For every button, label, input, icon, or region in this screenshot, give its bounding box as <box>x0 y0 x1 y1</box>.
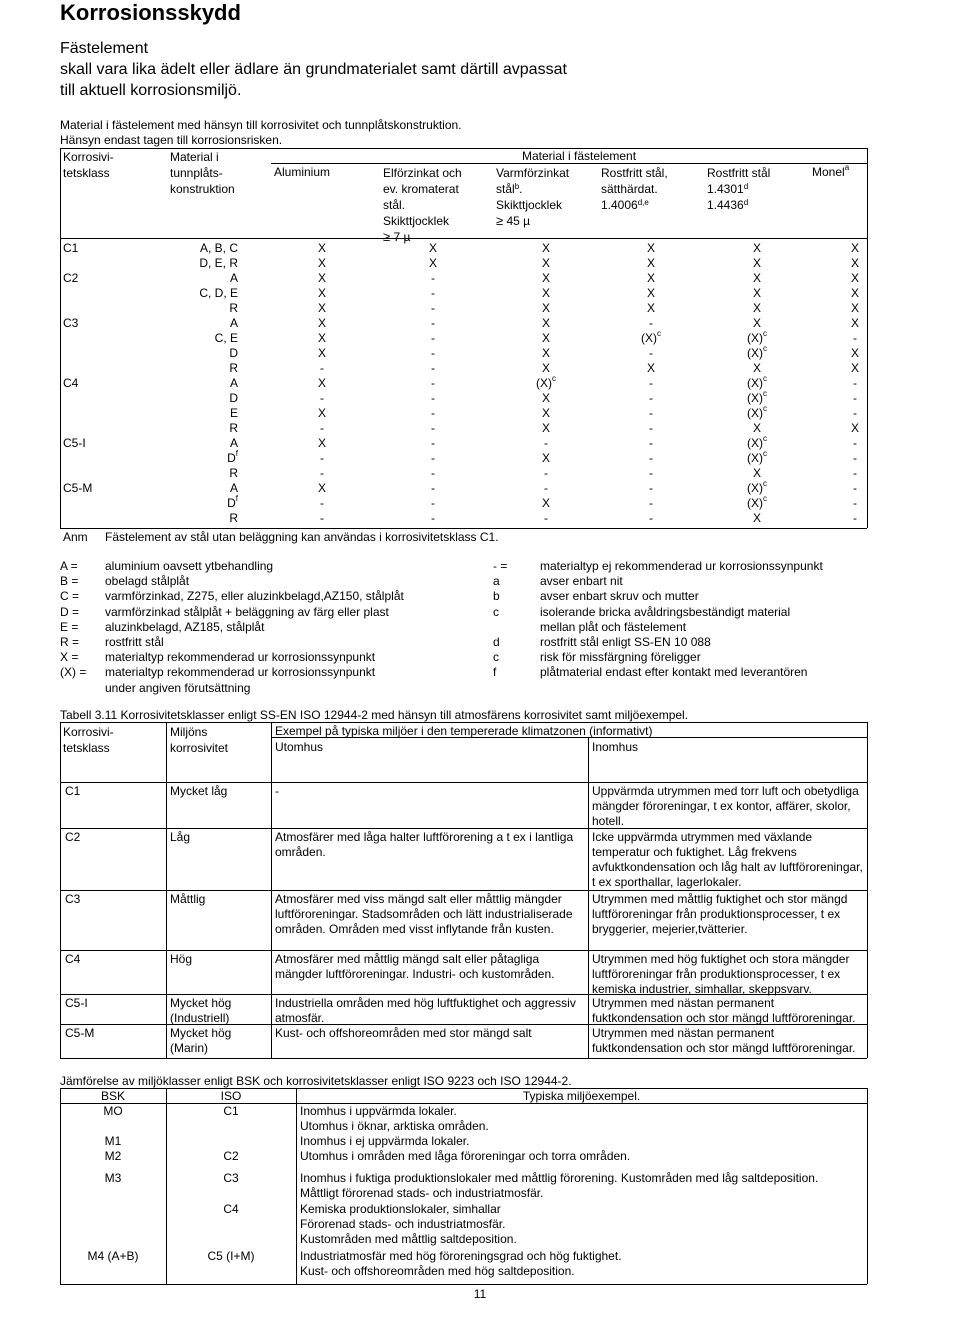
cell-value: X <box>317 286 326 300</box>
legend-value: plåtmaterial endast efter kontakt med leverantören <box>540 665 808 680</box>
cell-value: - <box>320 361 324 375</box>
cell-value: X <box>850 421 859 435</box>
cell-value: X <box>541 271 550 285</box>
cell-value: - <box>431 286 435 300</box>
footnote-mark: c <box>763 479 767 488</box>
env-cell: Hög <box>170 952 193 966</box>
cell-value: - <box>649 511 653 525</box>
legend-key: A = <box>60 559 78 573</box>
header-rostfritt-satthardat: Rostfritt stål, sätthärdat. 1.4006$^{d,e}$ <box>601 166 668 212</box>
cell-value: X <box>541 346 550 360</box>
cell-value: X <box>317 271 326 285</box>
footnote-mark: c <box>657 329 661 338</box>
footnote-mark: f <box>235 494 238 503</box>
cell-value: - <box>853 511 857 525</box>
env-cell: Mycket hög (Marin) <box>170 1026 232 1055</box>
cell-value: X <box>850 361 859 375</box>
cell-value: - <box>649 406 653 420</box>
legend-value: materialtyp rekommenderad ur korrosionssynpunkt <box>105 665 376 680</box>
cell-value: - <box>649 481 653 495</box>
cell-value: - <box>853 436 857 450</box>
cell-value: X <box>317 241 326 255</box>
material-code: R <box>229 466 238 480</box>
cell-value: X <box>317 376 326 390</box>
iso-cell: C5 (I+M) <box>207 1249 255 1263</box>
cell-value: (X) <box>641 331 657 345</box>
footnote-mark: c <box>763 329 767 338</box>
class-cell: C5-M <box>65 1026 95 1040</box>
t2-header-class: Korrosivi- tetsklass <box>63 725 114 755</box>
cell-value: X <box>317 301 326 315</box>
cell-value: - <box>853 481 857 495</box>
t2-header-examples: Exempel på typiska miljöer i den tempererade klimatzonen (informativt) <box>275 724 653 738</box>
cell-value: X <box>752 271 761 285</box>
material-code: R <box>229 361 238 375</box>
cell-value: - <box>320 451 324 465</box>
iso-cell: C2 <box>223 1149 239 1163</box>
bsk-cell: M4 (A+B) <box>87 1249 139 1263</box>
intro-line: Hänsyn endast tagen till korrosionsrisken. <box>60 133 283 147</box>
class-cell: C1 <box>65 784 81 798</box>
material-code: D <box>229 391 238 405</box>
cell-value: - <box>431 496 435 510</box>
bsk-cell: M2 <box>104 1149 122 1163</box>
example-line: Förorenad stads- och industriatmosfär. <box>300 1217 506 1231</box>
cell-value: X <box>850 241 859 255</box>
env-cell: Mycket hög (Industriell) <box>170 996 232 1025</box>
cell-value: - <box>431 511 435 525</box>
legend-value: obelagd stålplåt <box>105 574 190 589</box>
cell-value: - <box>853 376 857 390</box>
t2-header-indoor: Inomhus <box>592 740 639 754</box>
cell-value: (X) <box>747 481 763 495</box>
cell-value: (X) <box>536 376 552 390</box>
footnote-mark: c <box>763 404 767 413</box>
header-elforzinkat: Elförzinkat och ev. kromaterat stål. Skikttjocklek ≥ 7 µ <box>383 166 462 244</box>
cell-value: X <box>541 391 550 405</box>
outdoor-cell: Atmosfärer med låga halter luftförorening a t ex i lantliga områden. <box>275 830 574 859</box>
footnote-mark: c <box>763 374 767 383</box>
material-code: C, E <box>214 331 238 345</box>
legend-value: rostfritt stål <box>105 635 164 649</box>
cell-value: - <box>431 406 435 420</box>
subtitle-line: Fästelement <box>60 40 149 57</box>
cell-value: - <box>320 391 324 405</box>
cell-value: X <box>317 436 326 450</box>
material-code: R <box>229 301 238 315</box>
indoor-cell: Utrymmen med hög fuktighet och stora mängder luftföroreningar från produktionsprocesser, t ex kemiska industrier, simhallar, skeppsvarv. <box>592 952 850 996</box>
header-rostfritt-stal: Rostfritt stål 1.4301$^d$ 1.4436$^d$ <box>707 166 771 212</box>
outdoor-cell: Industriella områden med hög luftfuktighet och aggressiv atmosfär. <box>275 996 576 1025</box>
legend-value: avser enbart nit <box>540 574 623 589</box>
anm-label: Anm <box>63 530 88 544</box>
class-label: C4 <box>63 376 79 390</box>
class-label: C3 <box>63 316 79 330</box>
t3-header-bsk: BSK <box>100 1089 125 1103</box>
outdoor-cell: - <box>275 784 279 798</box>
page-title: Korrosionsskydd <box>60 0 241 25</box>
cell-value: X <box>541 286 550 300</box>
cell-value: X <box>317 406 326 420</box>
cell-value: - <box>431 331 435 345</box>
cell-value: - <box>853 466 857 480</box>
cell-value: - <box>431 466 435 480</box>
legend-key: D = <box>60 604 80 619</box>
outdoor-cell: Atmosfärer med måttlig mängd salt eller påtagliga mängder luftföroreningar. Industri- och kustområden. <box>275 952 555 981</box>
cell-value: - <box>649 466 653 480</box>
cell-value: X <box>541 316 550 330</box>
header-aluminium: Aluminium <box>274 165 331 179</box>
cell-value: - <box>431 421 435 435</box>
t2-header-outdoor: Utomhus <box>275 740 324 754</box>
legend-key: E = <box>60 619 79 634</box>
cell-value: X <box>752 241 761 255</box>
footnote-mark: c <box>763 344 767 353</box>
legend-value: materialtyp rekommenderad ur korrosionssynpunkt <box>105 650 376 665</box>
legend-key: c <box>493 604 499 619</box>
class-label: C5-M <box>63 481 93 495</box>
legend-key: - = <box>493 559 508 573</box>
t3-header-iso: ISO <box>220 1089 242 1103</box>
cell-value: X <box>752 286 761 300</box>
example-line: Kust- och offshoreområden med hög saltdeposition. <box>300 1264 575 1278</box>
material-code: A <box>229 271 238 285</box>
header-varmforzinkat: Varmförzinkat stål$^b$. Skikttjocklek ≥ 45 µ <box>496 166 570 228</box>
example-line: Industriatmosfär med hög föroreningsgrad och hög fuktighet. <box>300 1249 622 1263</box>
cell-value: - <box>431 436 435 450</box>
cell-value: - <box>853 451 857 465</box>
example-line: Utomhus i öknar, arktiska områden. <box>300 1119 489 1133</box>
example-line: Inomhus i uppvärmda lokaler. <box>300 1104 457 1118</box>
example-line: Måttligt förorenad stads- och industriatmosfär. <box>300 1186 544 1200</box>
cell-value: - <box>649 346 653 360</box>
bsk-cell: MO <box>103 1104 123 1118</box>
cell-value: X <box>646 271 655 285</box>
table-caption: Tabell 3.11 Korrosivitetsklasser enligt SS-EN ISO 12944-2 med hänsyn till atmosfärens korrosivitet samt miljöexempel. <box>60 708 689 722</box>
legend-key: (X) = <box>60 665 87 680</box>
cell-value: - <box>649 376 653 390</box>
material-code: C, D, E <box>199 286 238 300</box>
legend-key: B = <box>60 574 79 589</box>
footnote-mark: c <box>763 449 767 458</box>
indoor-cell: Utrymmen med nästan permanent fuktkondensation och stor mängd luftföroreningar. <box>592 996 856 1025</box>
cell-value: X <box>317 481 326 495</box>
material-code: R <box>229 511 238 525</box>
cell-value: - <box>853 331 857 345</box>
intro-line: Material i fästelement med hänsyn till korrosivitet och tunnplåtskonstruktion. <box>60 118 462 132</box>
cell-value: X <box>850 286 859 300</box>
cell-value: X <box>317 346 326 360</box>
env-cell: Måttlig <box>170 892 206 906</box>
class-label: C2 <box>63 271 79 285</box>
class-cell: C3 <box>65 892 81 906</box>
cell-value: X <box>541 331 550 345</box>
cell-value: (X) <box>747 376 763 390</box>
legend-value: rostfritt stål enligt SS-EN 10 088 <box>540 635 711 649</box>
cell-value: - <box>431 346 435 360</box>
cell-value: X <box>646 241 655 255</box>
t2-header-env: Miljöns korrosivitet <box>170 725 229 755</box>
legend-value: materialtyp ej rekommenderad ur korrosionssynpunkt <box>540 559 823 573</box>
cell-value: X <box>850 346 859 360</box>
legend-key: d <box>493 635 500 649</box>
cell-value: X <box>541 256 550 270</box>
cell-value: - <box>431 271 435 285</box>
cell-value: X <box>541 496 550 510</box>
cell-value: (X) <box>747 346 763 360</box>
material-code: D <box>227 451 236 465</box>
cell-value: - <box>649 316 653 330</box>
cell-value: X <box>541 421 550 435</box>
cell-value: X <box>428 256 437 270</box>
header-monel: Monel$^a$ <box>812 163 850 179</box>
material-code: A <box>229 316 238 330</box>
footnote-mark: f <box>235 449 238 458</box>
cell-value: X <box>646 256 655 270</box>
indoor-cell: Utrymmen med måttlig fuktighet och stor mängd luftföroreningar från produktionsprocesser, t ex bryggerier, mejerier,tvätterier. <box>592 892 848 936</box>
cell-value: - <box>649 391 653 405</box>
cell-value: - <box>544 511 548 525</box>
iso-cell: C1 <box>223 1104 239 1118</box>
cell-value: - <box>431 361 435 375</box>
subtitle-line: till aktuell korrosionsmiljö. <box>60 82 242 99</box>
class-label: C5-I <box>63 436 86 450</box>
material-code: R <box>229 421 238 435</box>
cell-value: X <box>541 361 550 375</box>
cell-value: X <box>850 271 859 285</box>
legend-key: b <box>493 589 500 604</box>
material-code: A <box>229 481 238 495</box>
legend-value: isolerande bricka avåldringsbeständigt material <box>540 604 791 619</box>
material-code: E <box>229 406 238 420</box>
comparison-caption: Jämförelse av miljöklasser enligt BSK och korrosivitetsklasser enligt ISO 9223 och ISO 12944-2. <box>60 1074 572 1088</box>
cell-value: - <box>431 376 435 390</box>
cell-value: - <box>320 466 324 480</box>
cell-value: (X) <box>747 391 763 405</box>
class-label: C1 <box>63 241 79 255</box>
legend-value: avser enbart skruv och mutter <box>540 589 699 604</box>
env-cell: Mycket låg <box>170 784 228 798</box>
legend-value: varmförzinkad stålplåt + beläggning av färg eller plast <box>105 604 389 619</box>
legend-value: mellan plåt och fästelement <box>540 619 687 634</box>
cell-value: X <box>752 301 761 315</box>
cell-value: - <box>544 466 548 480</box>
legend-value: under angiven förutsättning <box>105 680 251 695</box>
legend-key: R = <box>60 635 80 649</box>
cell-value: - <box>544 436 548 450</box>
bsk-cell: M3 <box>104 1171 122 1185</box>
cell-value: X <box>646 361 655 375</box>
cell-value: X <box>317 331 326 345</box>
indoor-cell: Utrymmen med nästan permanent fuktkondensation och stor mängd luftföroreningar. <box>592 1026 856 1055</box>
cell-value: - <box>853 406 857 420</box>
cell-value: X <box>850 256 859 270</box>
legend-key: X = <box>60 650 79 665</box>
class-cell: C5-I <box>65 996 88 1010</box>
cell-value: (X) <box>747 331 763 345</box>
cell-value: - <box>431 481 435 495</box>
example-line: Inomhus i ej uppvärmda lokaler. <box>300 1134 470 1148</box>
example-line: Kemiska produktionslokaler, simhallar <box>300 1202 501 1216</box>
class-cell: C4 <box>65 952 81 966</box>
material-code: A <box>229 376 238 390</box>
cell-value: - <box>649 496 653 510</box>
example-line: Utomhus i områden med låga föroreningar och torra områden. <box>300 1149 631 1163</box>
cell-value: - <box>320 511 324 525</box>
material-code: D <box>229 346 238 360</box>
cell-value: (X) <box>747 496 763 510</box>
header-material-fastelement: Material i fästelement <box>522 149 637 163</box>
footnote-mark: c <box>763 389 767 398</box>
cell-value: - <box>431 451 435 465</box>
cell-value: - <box>431 301 435 315</box>
footnote-mark: c <box>763 434 767 443</box>
indoor-cell: Uppvärmda utrymmen med torr luft och obetydliga mängder föroreningar, t ex kontor, affärer, skolor, hotell. <box>592 784 859 828</box>
cell-value: - <box>853 391 857 405</box>
t3-header-examples: Typiska miljöexempel. <box>522 1089 641 1103</box>
example-line: Kustområden med måttlig saltdeposition. <box>300 1232 517 1246</box>
cell-value: X <box>752 361 761 375</box>
cell-value: X <box>541 406 550 420</box>
legend-value: risk för missfärgning föreligger <box>540 650 701 665</box>
env-cell: Låg <box>170 830 191 844</box>
material-code: A, B, C <box>199 241 238 255</box>
cell-value: (X) <box>747 406 763 420</box>
legend-value: varmförzinkad, Z275, eller aluzinkbelagd,AZ150, stålplåt <box>105 589 404 604</box>
cell-value: X <box>752 511 761 525</box>
cell-value: X <box>752 421 761 435</box>
cell-value: - <box>431 316 435 330</box>
footnote-mark: c <box>552 374 556 383</box>
cell-value: - <box>320 496 324 510</box>
material-code: A <box>229 436 238 450</box>
page-number: 11 <box>473 1287 487 1301</box>
header-korrosivitetsklass: Korrosivi- tetsklass <box>63 150 114 180</box>
header-material-tunnplat: Material i tunnplåts- konstruktion <box>170 150 235 196</box>
legend-value: aluzinkbelagd, AZ185, stålplåt <box>105 619 265 634</box>
bsk-cell: M1 <box>104 1134 122 1148</box>
cell-value: X <box>541 451 550 465</box>
legend-key: f <box>493 665 497 680</box>
outdoor-cell: Kust- och offshoreområden med stor mängd salt <box>275 1026 532 1040</box>
cell-value: X <box>317 256 326 270</box>
cell-value: X <box>428 241 437 255</box>
cell-value: X <box>317 316 326 330</box>
cell-value: (X) <box>747 451 763 465</box>
cell-value: X <box>646 301 655 315</box>
cell-value: - <box>649 421 653 435</box>
cell-value: - <box>649 451 653 465</box>
cell-value: X <box>541 241 550 255</box>
iso-cell: C3 <box>223 1171 239 1185</box>
footnote-mark: c <box>763 494 767 503</box>
subtitle-line: skall vara lika ädelt eller ädlare än grundmaterialet samt därtill avpassat <box>60 61 567 78</box>
cell-value: X <box>752 316 761 330</box>
legend-key: a <box>493 574 500 589</box>
cell-value: X <box>850 301 859 315</box>
cell-value: - <box>320 421 324 435</box>
legend-key: c <box>493 650 499 665</box>
material-code: D, E, R <box>199 256 238 270</box>
cell-value: X <box>541 301 550 315</box>
anm-text: Fästelement av stål utan beläggning kan användas i korrosivitetsklass C1. <box>105 530 499 544</box>
cell-value: X <box>850 316 859 330</box>
example-line: Inomhus i fuktiga produktionslokaler med måttlig förorening. Kustområden med låg saltdeposition. <box>300 1171 819 1185</box>
class-cell: C2 <box>65 830 81 844</box>
iso-cell: C4 <box>223 1202 239 1216</box>
cell-value: X <box>752 256 761 270</box>
indoor-cell: Icke uppvärmda utrymmen med växlande temperatur och fuktighet. Låg frekvens avfuktkondensation och låg halt av luftföroreningar, t ex sporthallar, lagerlokaler. <box>592 830 863 889</box>
cell-value: - <box>544 481 548 495</box>
cell-value: - <box>431 391 435 405</box>
cell-value: X <box>752 466 761 480</box>
cell-value: (X) <box>747 436 763 450</box>
legend-value: aluminium oavsett ytbehandling <box>105 559 274 573</box>
cell-value: - <box>853 496 857 510</box>
legend-key: C = <box>60 589 80 604</box>
material-code: D <box>227 496 236 510</box>
outdoor-cell: Atmosfärer med viss mängd salt eller måttlig mängder luftföroreningar. Stadsområden och lätt industrialiserade områden. Områden med visst inflytande från kusten. <box>275 892 573 936</box>
cell-value: - <box>649 436 653 450</box>
cell-value: X <box>646 286 655 300</box>
